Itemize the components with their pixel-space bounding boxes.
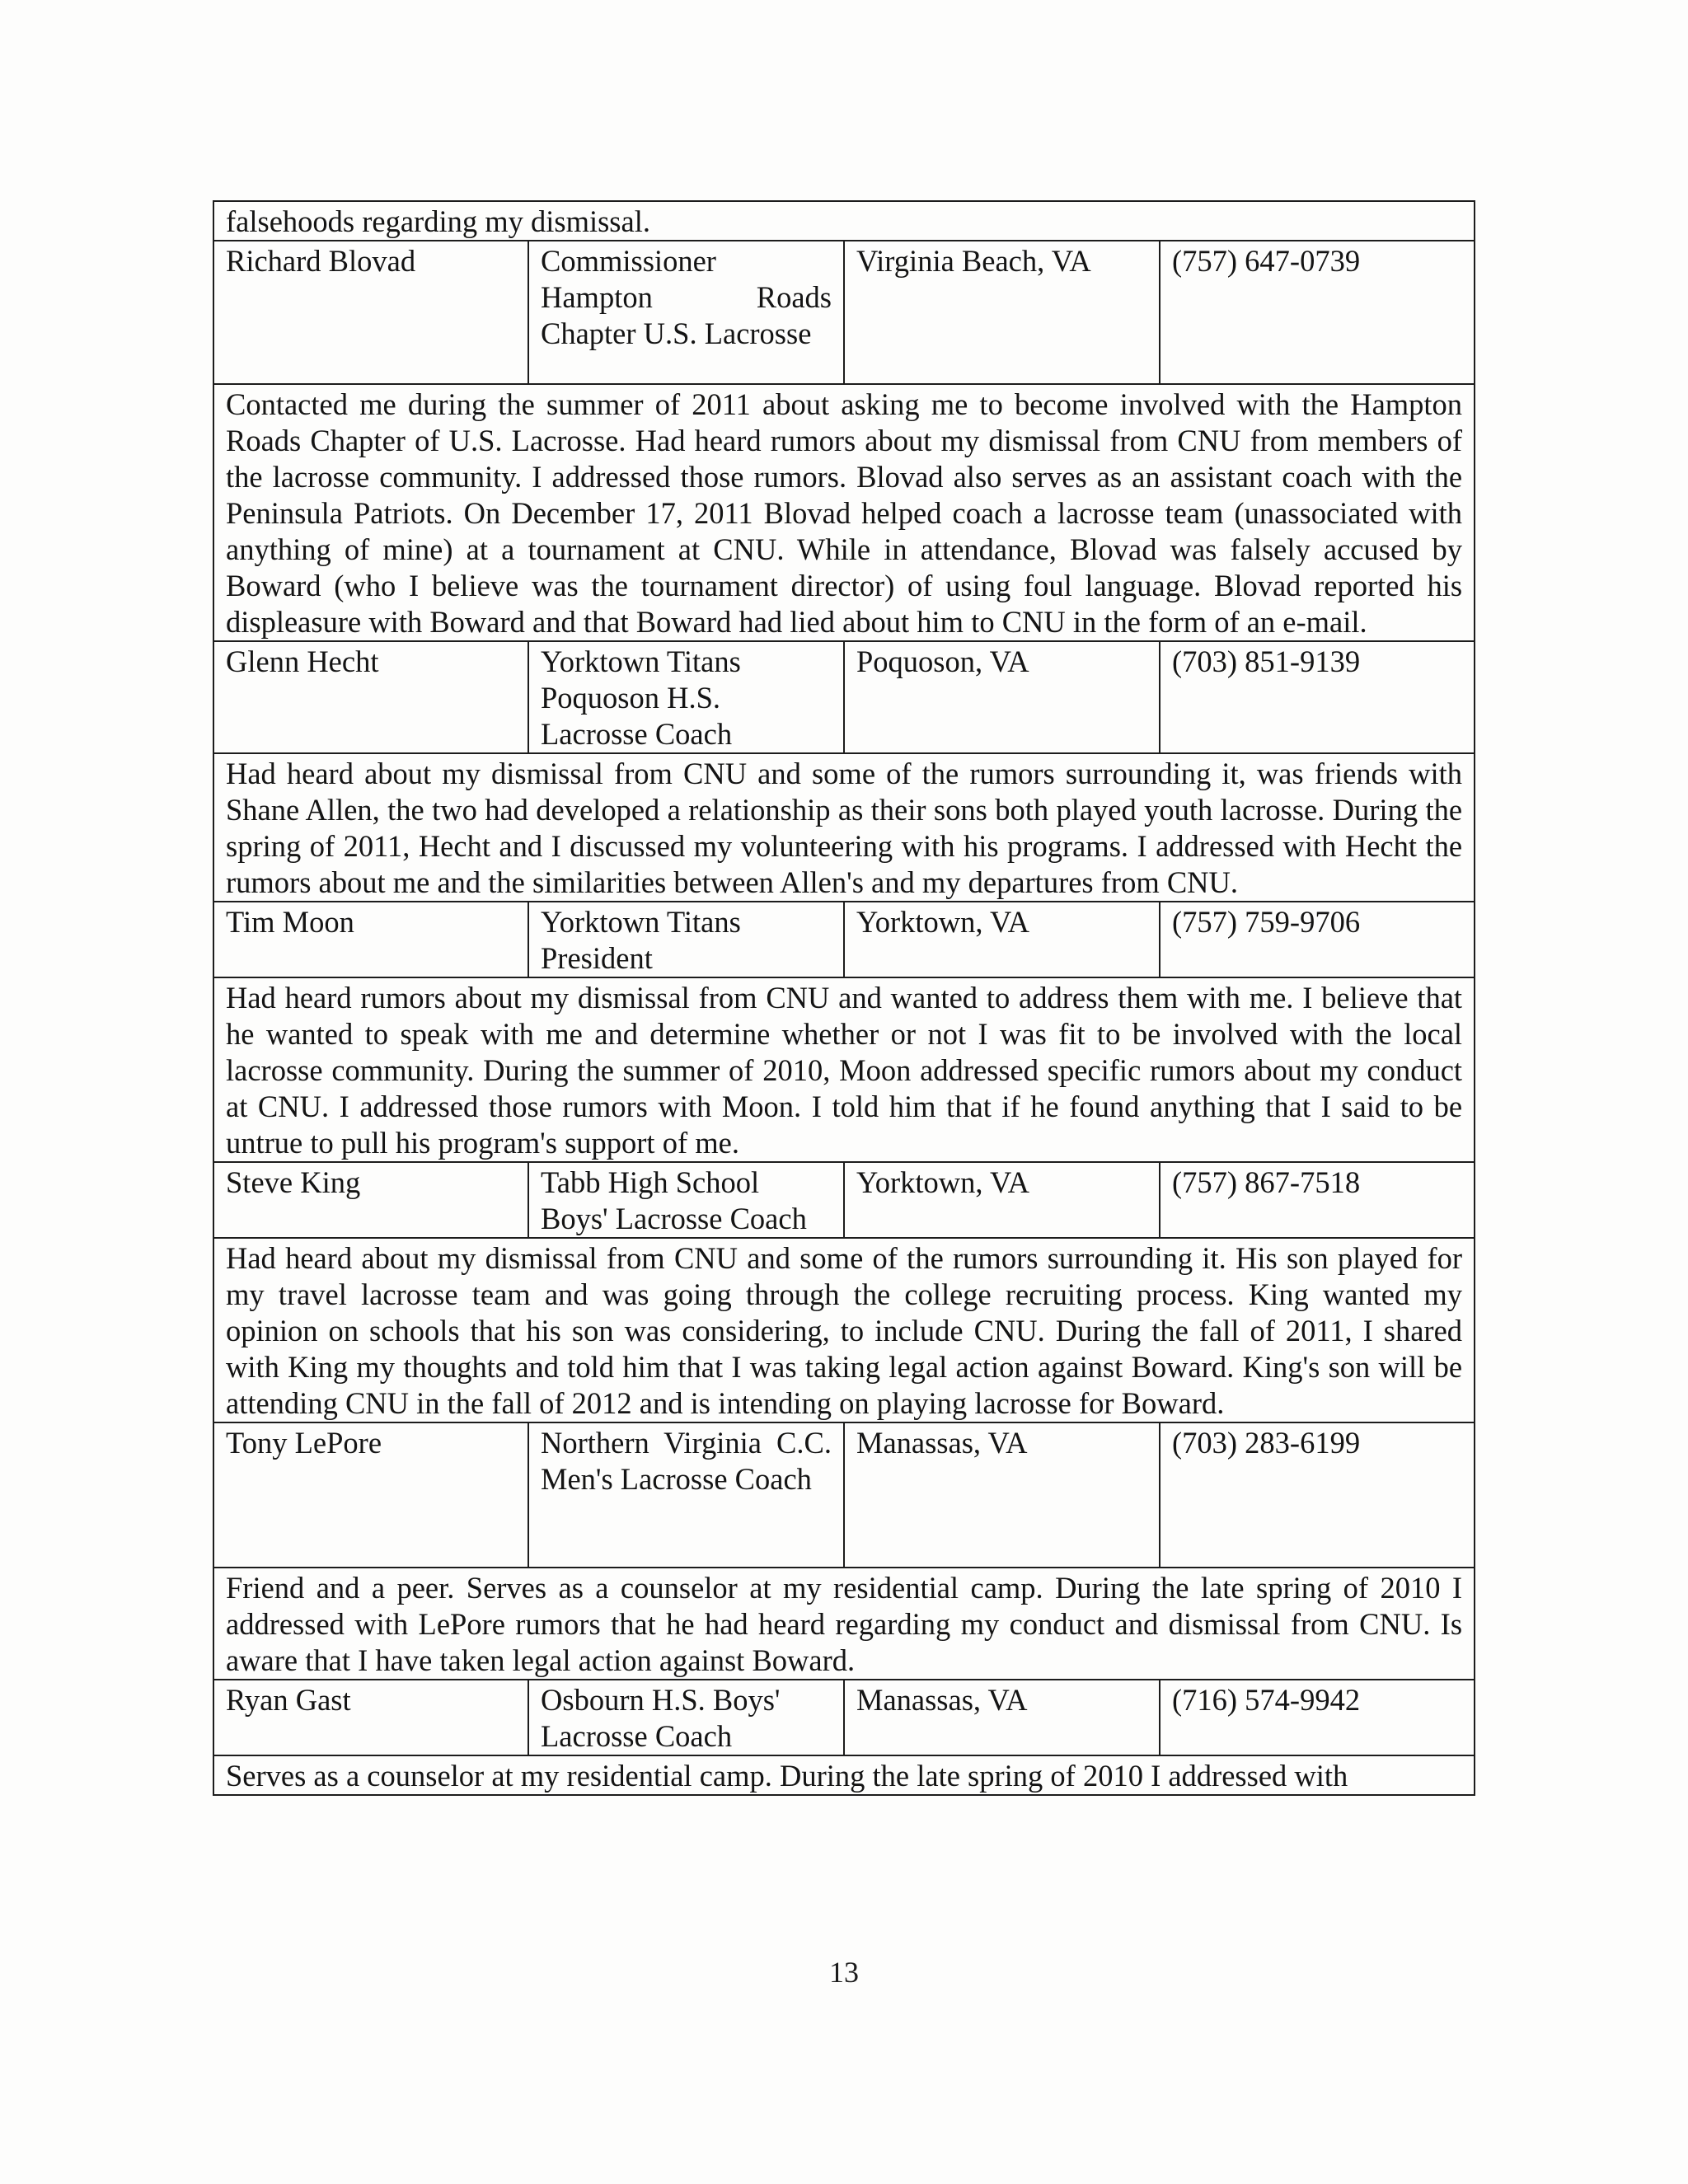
contact-phone: (757) 759-9706 xyxy=(1160,902,1475,977)
contact-description: Contacted me during the summer of 2011 about asking me to become involved with the Hampton Roads Chapter of U.S. Lacrosse. Had heard rumors about my dismissal from CNU from members of the lacrosse community. I addressed those rumors. Blovad also serves as an assistant coach with the Peninsula Patriots. On December 17, 2011 Blovad helped coach a lacrosse team (unassociated with anything of mine) at a tournament at CNU. While in attendance, Blovad was falsely accused by Boward (who I believe was the tournament director) of using foul language. Blovad reported his displeasure with Boward and that Boward had lied about him to CNU in the form of an e-mail. xyxy=(213,384,1475,641)
contact-description: Had heard about my dismissal from CNU and some of the rumors surrounding it, was friends with Shane Allen, the two had developed a relationship as their sons both played youth lacrosse. During the spring of 2011, Hecht and I discussed my volunteering with his programs. I addressed with Hecht the rumors about me and the similarities between Allen's and my departures from CNU. xyxy=(213,753,1475,902)
contact-location: Manassas, VA xyxy=(844,1680,1160,1755)
contact-name: Glenn Hecht xyxy=(213,641,528,753)
contact-phone: (703) 851-9139 xyxy=(1160,641,1475,753)
contact-description: Had heard rumors about my dismissal from CNU and wanted to address them with me. I believe that he wanted to speak with me and determine whether or not I was fit to be involved with the local lacrosse community. During the summer of 2010, Moon addressed specific rumors about my conduct at CNU. I addressed those rumors with Moon. I told him that if he found anything that I said to be untrue to pull his program's support of me. xyxy=(213,977,1475,1162)
table-row xyxy=(213,201,1475,241)
contact-name: Tony LePore xyxy=(213,1422,528,1568)
contact-name: Steve King xyxy=(213,1162,528,1238)
contact-title: Osbourn H.S. Boys' Lacrosse Coach xyxy=(528,1680,844,1755)
contact-phone: (757) 867-7518 xyxy=(1160,1162,1475,1238)
table-row xyxy=(213,641,1475,753)
contact-location: Virginia Beach, VA xyxy=(844,241,1160,384)
contact-title: Northern Virginia C.C. Men's Lacrosse Coach xyxy=(528,1422,844,1568)
table-row xyxy=(213,753,1475,902)
contact-phone: (757) 647-0739 xyxy=(1160,241,1475,384)
contact-title: Commissioner Hampton Roads Chapter U.S. Lacrosse xyxy=(528,241,844,384)
contact-title: Tabb High School Boys' Lacrosse Coach xyxy=(528,1162,844,1238)
table-row xyxy=(213,902,1475,977)
page-number: 13 xyxy=(829,1956,859,1989)
contact-title: Yorktown Titans Poquoson H.S. Lacrosse Coach xyxy=(528,641,844,753)
contact-location: Yorktown, VA xyxy=(844,902,1160,977)
contact-location: Yorktown, VA xyxy=(844,1162,1160,1238)
contact-title: Yorktown Titans President xyxy=(528,902,844,977)
table-row xyxy=(213,1162,1475,1238)
contact-phone: (716) 574-9942 xyxy=(1160,1680,1475,1755)
contact-location: Poquoson, VA xyxy=(844,641,1160,753)
contact-name: Tim Moon xyxy=(213,902,528,977)
contact-location: Manassas, VA xyxy=(844,1422,1160,1568)
contact-description: Serves as a counselor at my residential camp. During the late spring of 2010 I addressed with xyxy=(213,1755,1475,1795)
witness-table xyxy=(213,200,1475,1796)
contact-phone: (703) 283-6199 xyxy=(1160,1422,1475,1568)
contact-name: Ryan Gast xyxy=(213,1680,528,1755)
contact-name: Richard Blovad xyxy=(213,241,528,384)
table-row xyxy=(213,384,1475,641)
table-row xyxy=(213,1755,1475,1795)
contact-description: Had heard about my dismissal from CNU and some of the rumors surrounding it. His son played for my travel lacrosse team and was going through the college recruiting process. King wanted my opinion on schools that his son was considering, to include CNU. During the fall of 2011, I shared with King my thoughts and told him that I was taking legal action against Boward. King's son will be attending CNU in the fall of 2012 and is intending on playing lacrosse for Boward. xyxy=(213,1238,1475,1422)
table-row xyxy=(213,977,1475,1162)
table-row xyxy=(213,1680,1475,1755)
table-row xyxy=(213,1568,1475,1680)
continuation-text: falsehoods regarding my dismissal. xyxy=(213,201,1475,241)
table-row xyxy=(213,1238,1475,1422)
table-row xyxy=(213,241,1475,384)
table-row xyxy=(213,1422,1475,1568)
contact-description: Friend and a peer. Serves as a counselor at my residential camp. During the late spring of 2010 I addressed with LePore rumors that he had heard regarding my conduct and dismissal from CNU. Is aware that I have taken legal action against Boward. xyxy=(213,1568,1475,1680)
